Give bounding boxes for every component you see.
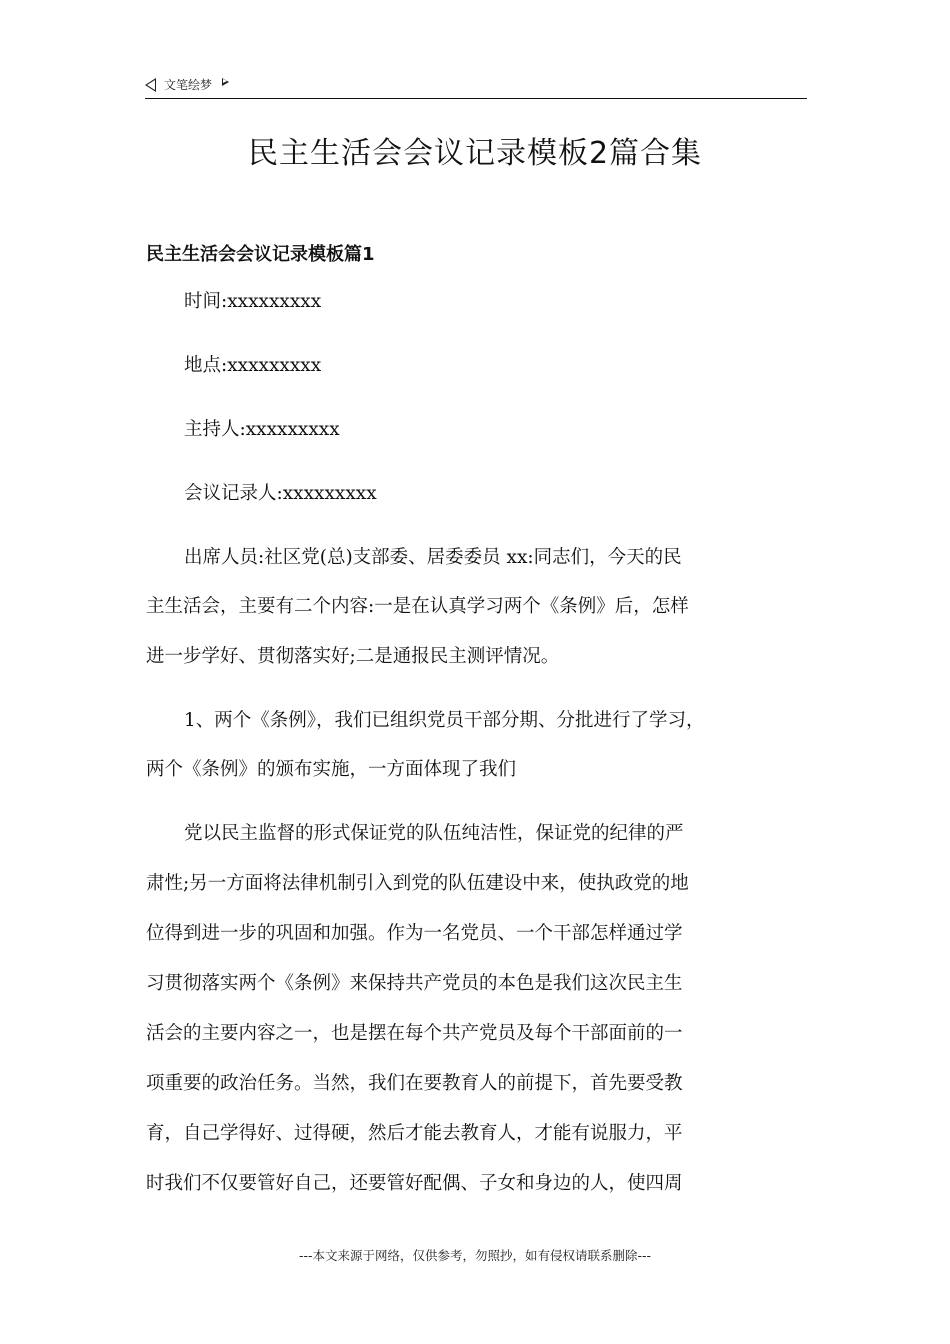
page-header <box>145 74 807 99</box>
triangle-left-icon <box>145 78 156 92</box>
paragraph-line: 两个《条例》的颁布实施，一方面体现了我们 <box>146 759 517 780</box>
document-title: 民主生活会会议记录模板2篇合集 <box>247 136 703 171</box>
paragraph-line: 习贯彻落实两个《条例》来保持共产党员的本色是我们这次民主生 <box>146 973 683 994</box>
field-recorder: 会议记录人:xxxxxxxxx <box>184 483 377 504</box>
paragraph-line: 育，自己学得好、过得硬，然后才能去教育人，才能有说服力，平 <box>146 1123 683 1144</box>
paragraph-line: 进一步学好、贯彻落实好;二是通报民主测评情况。 <box>146 646 560 667</box>
paragraph-line: 主生活会，主要有二个内容:一是在认真学习两个《条例》后，怎样 <box>146 596 689 617</box>
paragraph-line: 肃性;另一方面将法律机制引入到党的队伍建设中来，使执政党的地 <box>146 873 689 894</box>
field-place: 地点:xxxxxxxxx <box>184 355 322 376</box>
paragraph-line: 位得到进一步的巩固和加强。作为一名党员、一个干部怎样通过学 <box>146 923 683 944</box>
header-brand-group <box>145 76 229 93</box>
header-brand: 文笔绘梦 <box>164 78 213 92</box>
footer-disclaimer: ---本文来源于网络，仅供参考，勿照抄，如有侵权请联系删除--- <box>298 1248 652 1263</box>
paragraph-line: 党以民主监督的形式保证党的队伍纯洁性，保证党的纪律的严 <box>184 823 684 844</box>
paragraph-line: 项重要的政治任务。当然，我们在要教育人的前提下，首先要受教 <box>146 1073 683 1094</box>
paragraph-line: 时我们不仅要管好自己，还要管好配偶、子女和身边的人，使四周 <box>146 1173 683 1194</box>
paragraph-line: 活会的主要内容之一，也是摆在每个共产党员及每个干部面前的一 <box>146 1023 683 1044</box>
section-heading: 民主生活会会议记录模板篇1 <box>146 244 375 265</box>
triangle-right-icon <box>222 78 229 86</box>
paragraph-line: 出席人员:社区党(总)支部委、居委委员 xx:同志们，今天的民 <box>184 547 682 568</box>
paragraph-line: 1、两个《条例》，我们已组织党员干部分期、分批进行了学习， <box>184 710 705 731</box>
field-host: 主持人:xxxxxxxxx <box>184 419 340 440</box>
field-time: 时间:xxxxxxxxx <box>184 291 322 312</box>
